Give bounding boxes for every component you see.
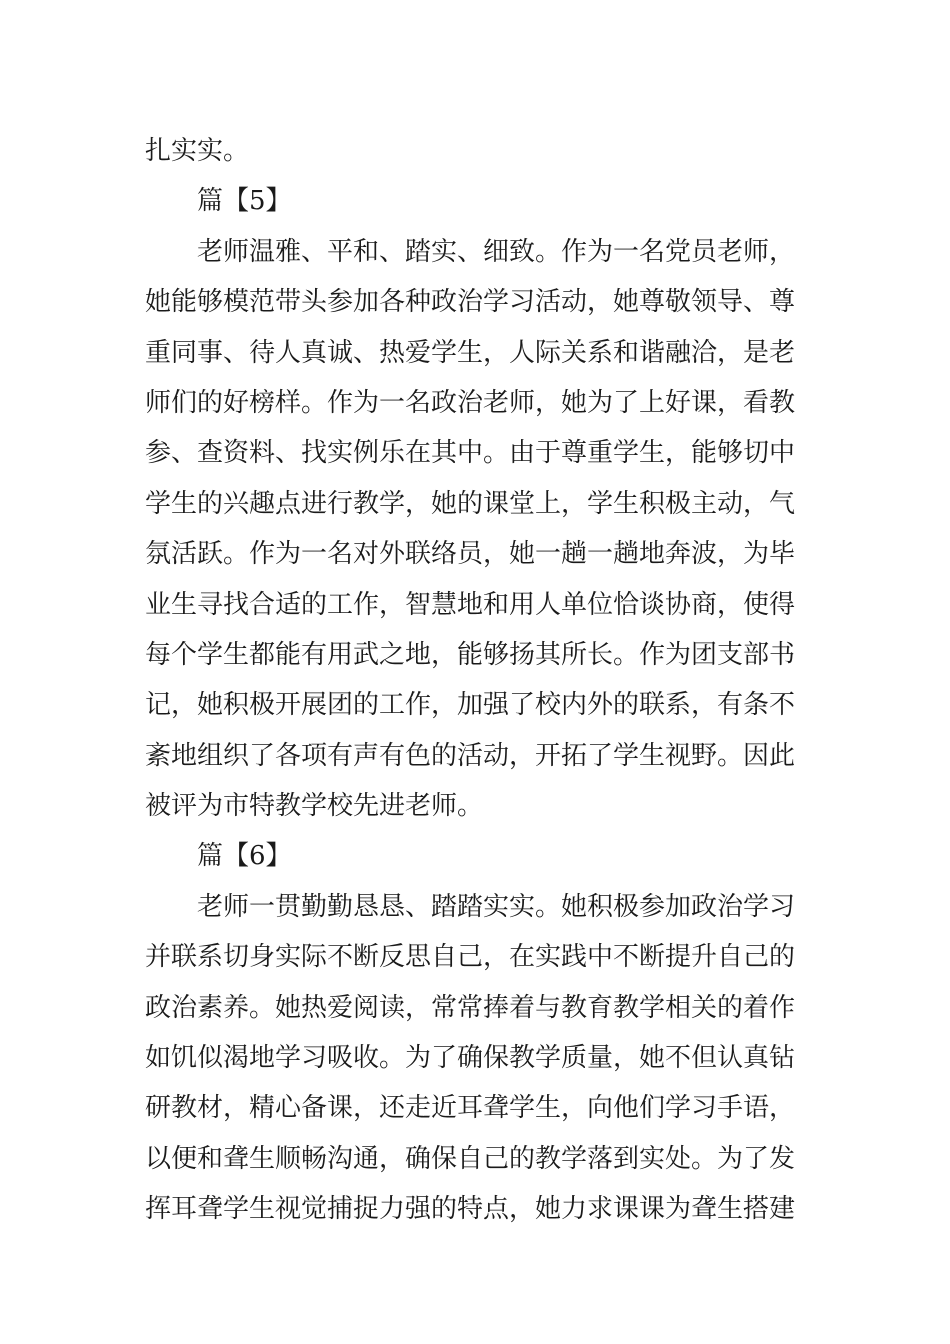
- paragraph-line: 氛活跃。作为一名对外联络员，她一趟一趟地奔波，为毕: [145, 539, 796, 570]
- paragraph-line: 研教材，精心备课，还走近耳聋学生，向他们学习手语，: [145, 1093, 796, 1124]
- paragraph-line: 政治素养。她热爱阅读，常常捧着与教育教学相关的着作: [145, 992, 796, 1023]
- paragraph-line: 师们的好榜样。作为一名政治老师，她为了上好课，看教: [145, 387, 796, 418]
- paragraph-line: 并联系切身实际不断反思自己，在实践中不断提升自己的: [145, 942, 796, 973]
- paragraph-line: 老师一贯勤勤恳恳、踏踏实实。她积极参加政治学习: [197, 891, 796, 922]
- paragraph-line: 紊地组织了各项有声有色的活动，开拓了学生视野。因此: [145, 740, 796, 771]
- paragraph-line: 被评为市特教学校先进老师。: [145, 791, 484, 822]
- paragraph-line: 每个学生都能有用武之地，能够扬其所长。作为团支部书: [145, 639, 796, 670]
- paragraph-line: 记，她积极开展团的工作，加强了校内外的联系，有条不: [145, 690, 796, 721]
- paragraph-line: 业生寻找合适的工作，智慧地和用人单位恰谈协商，使得: [145, 589, 796, 620]
- document-body: [145, 126, 810, 1235]
- paragraph-line: 如饥似渴地学习吸收。为了确保教学质量，她不但认真钻: [145, 1043, 796, 1074]
- paragraph-line: 挥耳聋学生视觉捕捉力强的特点，她力求课课为聋生搭建: [145, 1194, 796, 1225]
- paragraph-line: 学生的兴趣点进行教学，她的课堂上，学生积极主动，气: [145, 488, 796, 519]
- paragraph-line: 扎实实。: [145, 136, 250, 166]
- paragraph-line: 她能够模范带头参加各种政治学习活动，她尊敬领导、尊: [145, 287, 796, 318]
- section-heading: 篇【5】: [197, 186, 292, 217]
- paragraph-line: 老师温雅、平和、踏实、细致。作为一名党员老师，: [197, 236, 796, 267]
- paragraph-line: 重同事、待人真诚、热爱学生，人际关系和谐融洽，是老: [145, 337, 796, 368]
- paragraph-line: 以便和聋生顺畅沟通，确保自己的教学落到实处。为了发: [145, 1143, 796, 1174]
- section-heading: 篇【6】: [197, 841, 292, 872]
- paragraph-line: 参、查资料、找实例乐在其中。由于尊重学生，能够切中: [145, 438, 796, 469]
